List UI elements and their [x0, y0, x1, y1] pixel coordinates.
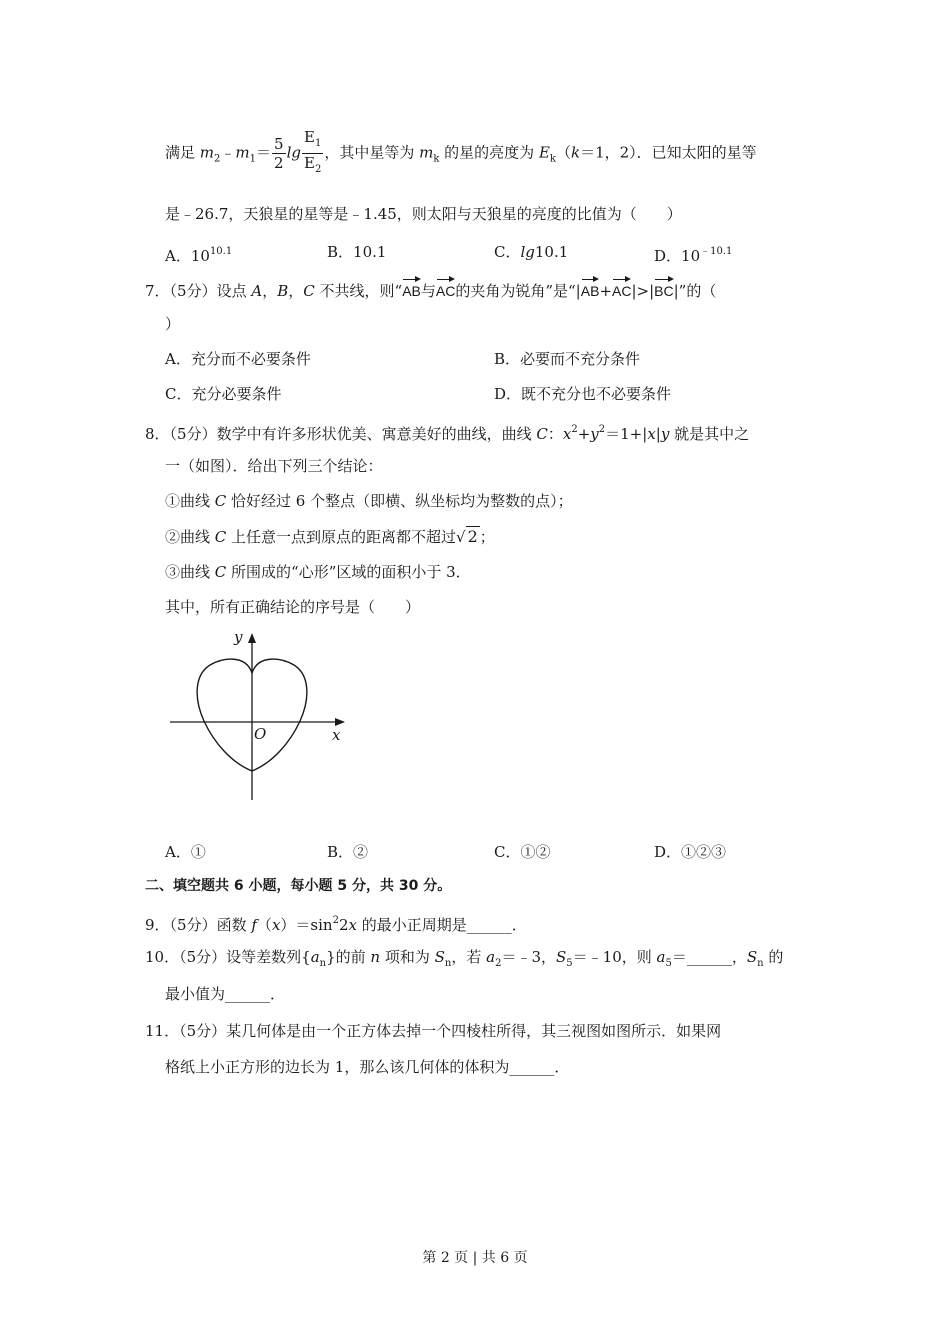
origin-label: O — [254, 725, 267, 743]
vector-bc: BC — [654, 277, 673, 301]
q11-line1: 11．（5分）某几何体是由一个正方体去掉一个四棱柱所得，其三视图如图所示．如果网 — [145, 1022, 722, 1040]
vector-ab-2: AB — [581, 277, 600, 301]
section-2-heading: 二、填空题共 6 小题，每小题 5 分，共 30 分。 — [145, 878, 452, 894]
q8-line1: 8．（5分）数学中有许多形状优美、寓意美好的曲线，曲线 C：$x^2+y^2=1+|x|y$ 就是其中之 — [145, 424, 750, 443]
y-axis-label: y — [234, 628, 243, 646]
q6-line1: 满足 $m_2﹣m_1=$ $\frac{5}{2}$ lg $\frac{E_1}{E_2}$ ，其中星等为 $m_k$ 的星的亮度为 $E_k(k=1$，2）．已知太阳的星等 — [165, 128, 757, 180]
vector-ac: AC — [436, 277, 455, 301]
q8-statement-1: ①曲线 C 恰好经过 6 个整点（即横、纵坐标均为整数的点）； — [165, 492, 573, 510]
q8-option-a: A．① — [165, 843, 206, 861]
q10-line1: 10．（5分）设等差数列$\{a_n\}$的前 n 项和为 $S_n$，若 $a_2=﹣3$，$S_5=﹣10$，则 $a_5=\_\_\_\_\_\_$，$S_n$ 的 — [145, 948, 784, 969]
q6-option-b: B．10.1 — [327, 243, 387, 261]
q6-line2: 是﹣26.7，天狼星的星等是﹣1.45，则太阳与天狼星的亮度的比值为（ ） — [165, 205, 682, 223]
x-axis-label: x — [332, 726, 341, 744]
vector-ac-2: AC — [612, 277, 631, 301]
sqrt-symbol: √ 2 — [456, 527, 478, 546]
q8-question: 其中，所有正确结论的序号是（ ） — [165, 598, 421, 616]
q8-option-c: C．①② — [494, 843, 551, 861]
q9-line: 9．（5分）函数 $f(x)=\sin^22x$ 的最小正周期是______． — [145, 915, 527, 934]
q6-option-d: D．$10^{﹣10.1}$ — [654, 246, 733, 265]
fraction-e1-e2: $\frac{E_1}{E_2}$ — [303, 128, 322, 175]
q7-line2: ） — [165, 315, 181, 333]
q10-line2: 最小值为______． — [165, 985, 286, 1003]
q11-line2: 格纸上小正方形的边长为 1，那么该几何体的体积为______． — [165, 1058, 570, 1076]
q7-option-c: C．充分必要条件 — [165, 385, 282, 403]
q8-line2: 一（如图）．给出下列三个结论： — [165, 457, 383, 475]
q7-option-a: A．充分而不必要条件 — [165, 350, 311, 368]
q6-option-c: C．lg10.1 — [494, 243, 569, 261]
fraction-5-2: $\frac{5}{2}$ — [274, 135, 284, 172]
q6-option-a: A．$10^{10.1}$ — [165, 246, 233, 265]
q7-line1: 7．（5分）设点 A，B，C 不共线，则“AB与AC的夹角为锐角”是“|AB+AC|>|BC|”的（ — [145, 277, 716, 301]
page-footer: 第 2 页 | 共 6 页 — [422, 1250, 528, 1266]
q8-statement-3: ③曲线 C 所围成的“心形”区域的面积小于 3． — [165, 563, 471, 581]
q8-option-b: B．② — [327, 843, 369, 861]
vector-ab: AB — [402, 277, 421, 301]
heart-curve-figure — [160, 625, 360, 805]
q8-option-d: D．①②③ — [654, 843, 727, 861]
q7-option-d: D．既不充分也不必要条件 — [494, 385, 672, 403]
q7-option-b: B．必要而不充分条件 — [494, 350, 641, 368]
q8-statement-2: ②曲线 C 上任意一点到原点的距离都不超过√ 2 ； — [165, 527, 495, 546]
